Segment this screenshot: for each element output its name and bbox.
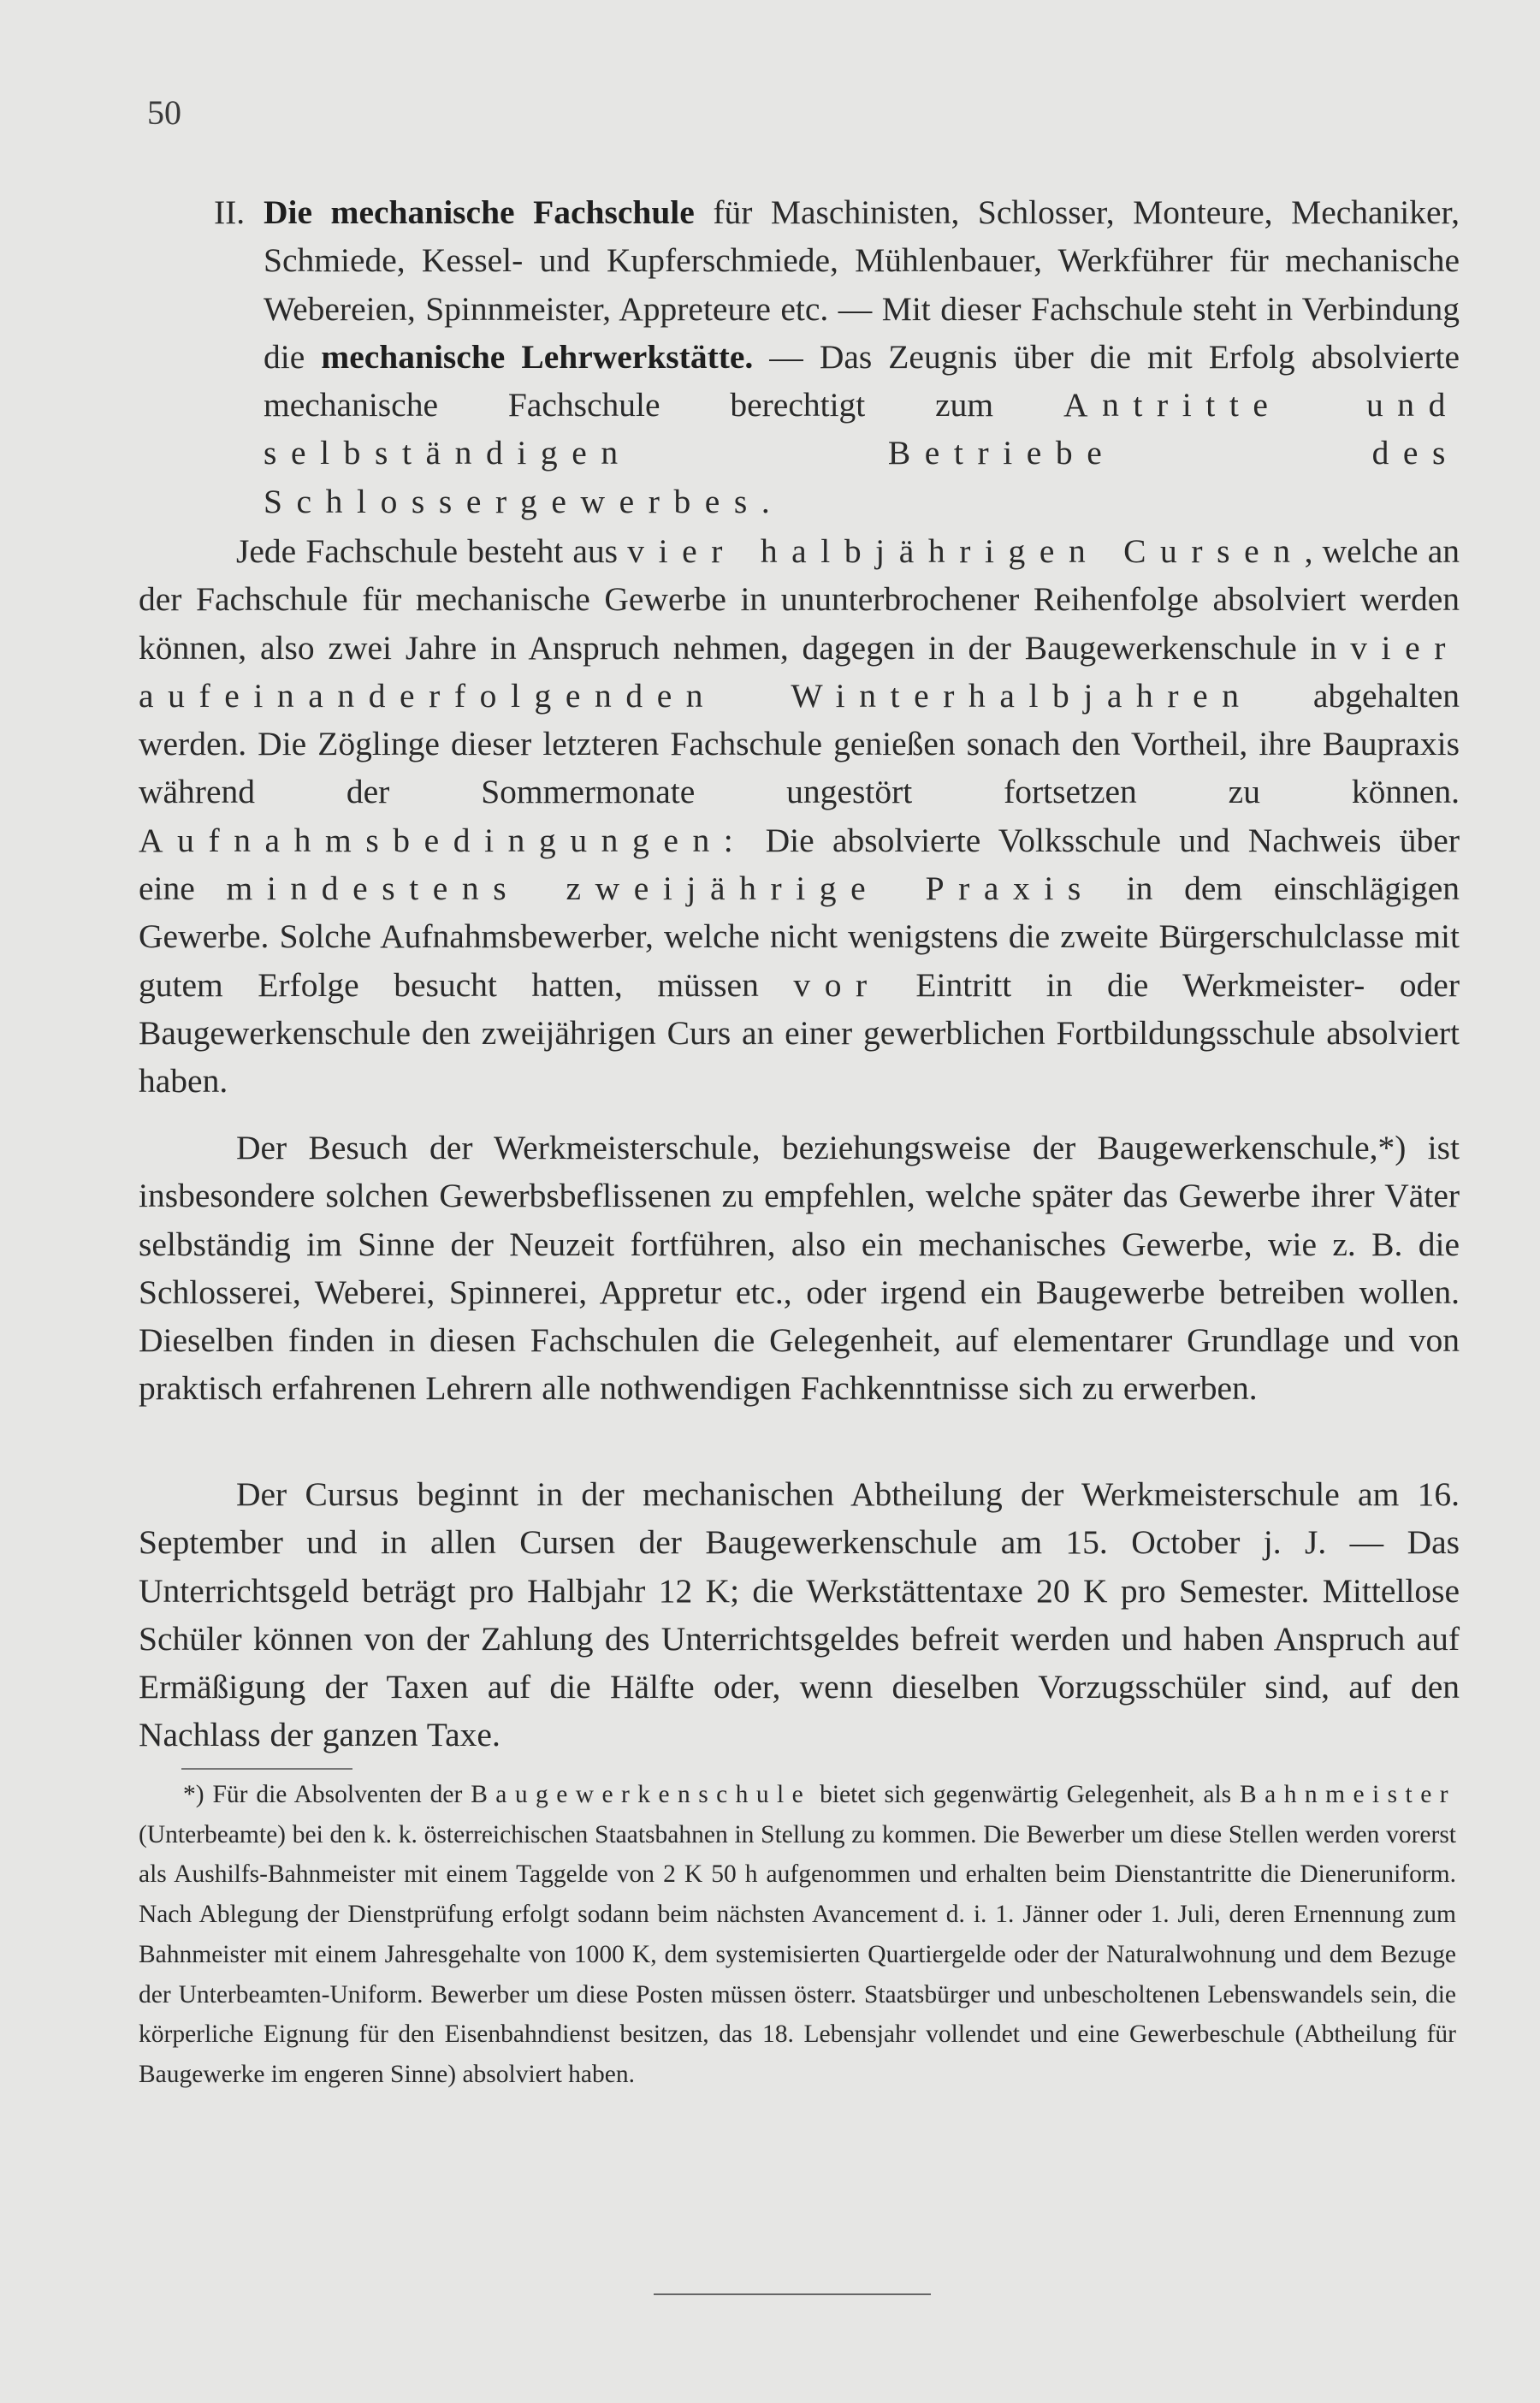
section-ii-paragraph: [214, 188, 1460, 525]
spaced-emphasis: vor: [793, 965, 881, 1004]
spaced-emphasis: Baugewerkenschule: [471, 1781, 812, 1808]
spaced-emphasis: vier halbjährigen Cursen: [627, 532, 1305, 570]
paragraph-text: Der Cursus beginnt in der mechanischen Abtheilung der Werkmeisterschule am 16. September und in allen Cursen der Baugewerkenschule am 15. October j. J. — Das Unterrichtsgeld beträgt pro Halbjahr 12 K; die Werkstättentaxe 20 K pro Semester. Mittellose Schüler können von der Zahlung des Unterrichtsgeldes befreit werden und haben Anspruch auf Ermäßigung der Taxen auf die Hälfte oder, wenn dieselben Vorzugsschüler sind, auf den Nachlass der ganzen Taxe.: [139, 1475, 1460, 1754]
paragraph-besuch: [139, 1124, 1460, 1413]
section-text: für Maschinisten, Schlosser, Monteure, Mechaniker, Schmiede, Kessel- und Kupferschmiede, Mühlenbauer, Werkführer für mechanische Webereien, Spinnmeister, Appreteure etc. — Mit dieser Fachschule steht in Verbindung die: [264, 193, 1460, 376]
paragraph-text: Jede Fachschule besteht aus: [236, 532, 628, 570]
spaced-emphasis: Aufnahmsbedingungen:: [139, 821, 748, 859]
footnote-text: (Unterbeamte) bei den k. k. österreichischen Staatsbahnen in Stellung zu kommen. Die Bewerber um diese Stellen werden vorerst als Aushilfs-Bahnmeister mit einem Taggelde von 2 K 50 h aufgenommen und erhalten beim Dienstantritte die Dieneruniform. Nach Ablegung der Dienstprüfung erfolgt sodann beim nächsten Avancement d. i. 1. Jänner oder 1. Juli, deren Ernennung zum Bahnmeister mit einem Jahresgehalte von 1000 K, dem systemisierten Quartiergelde oder der Naturalwohnung und dem Bezuge der Unterbeamten-Uniform. Bewerber um diese Posten müssen österr. Staatsbürger und unbescholtenen Lebenswandels sein, die körperliche Eignung für den Eisenbahndienst besitzen, das 18. Lebensjahr vollendet und eine Gewerbeschule (Abtheilung für Baugewerke im engeren Sinne) absolviert haben.: [139, 1820, 1456, 2088]
spaced-emphasis: Bahnmeister: [1240, 1781, 1456, 1808]
section-number: II.: [214, 193, 246, 231]
footnote: [139, 1775, 1456, 2095]
paragraph-cursus: [139, 1470, 1460, 1759]
paragraph-text: abgehalten werden. Die Zöglinge dieser letzteren Fachschule genießen sonach den Vortheil, ihre Baupraxis während der Sommermonate ungestört fortsetzen zu können.: [139, 676, 1460, 811]
paragraph-text: in dem einschlägigen Gewerbe. Solche Aufnahmsbewerber, welche nicht wenigstens die zweite Bürgerschulclasse mit gutem Erfolge besucht hatten, müssen: [139, 869, 1460, 1004]
bold-term-lehrwerkstaette: mechanische Lehrwerkstätte.: [321, 337, 754, 376]
paragraph-text: Die absolvierte Volksschule und Nachweis über eine: [139, 821, 1460, 908]
section-title: Die mechanische Fachschule: [264, 193, 695, 231]
end-divider: [654, 2293, 931, 2295]
page-number: 50: [147, 93, 181, 132]
section-text: — Das Zeugnis über die mit Erfolg absolvierte mechanische Fachschule berechtigt zum: [264, 337, 1460, 424]
spaced-emphasis: mindestens zweijährige Praxis: [226, 869, 1095, 908]
footnote-text: bietet sich gegenwärtig Gelegenheit, als: [811, 1781, 1241, 1808]
spaced-emphasis: Antritte und selbständigen Betriebe des Schlossergewerbes: [264, 386, 1460, 520]
section-text: .: [761, 482, 770, 520]
footnote-text: *) Für die Absolventen der: [183, 1781, 471, 1808]
paragraph-text: Der Besuch der Werkmeisterschule, beziehungsweise der Baugewerkenschule,*) ist insbesondere solchen Gewerbsbeflissenen zu empfehlen, welche später das Gewerbe ihrer Väter selbständig im Sinne der Neuzeit fortführen, also ein mechanisches Gewerbe, wie z. B. die Schlosserei, Weberei, Spinnerei, Appretur etc., oder irgend ein Baugewerbe betreiben wollen. Dieselben finden in diesen Fachschulen die Gelegenheit, auf elementarer Grundlage und von praktisch erfahrenen Lehrern alle nothwendigen Fachkenntnisse sich zu erwerben.: [139, 1129, 1460, 1408]
footnote-divider: [181, 1768, 352, 1770]
paragraph-cursen: [139, 527, 1460, 1106]
spaced-emphasis: vier aufeinanderfolgenden Winterhalbjahren: [139, 628, 1460, 715]
paragraph-text: , welche an der Fachschule für mechanische Gewerbe in ununterbrochener Reihenfolge absolviert werden können, also zwei Jahre in Anspruch nehmen, dagegen in der Baugewerkenschule in: [139, 532, 1460, 667]
paragraph-text: Eintritt in die Werkmeister- oder Baugewerkenschule den zweijährigen Curs an einer gewerblichen Fortbildungsschule absolviert haben.: [139, 965, 1460, 1101]
